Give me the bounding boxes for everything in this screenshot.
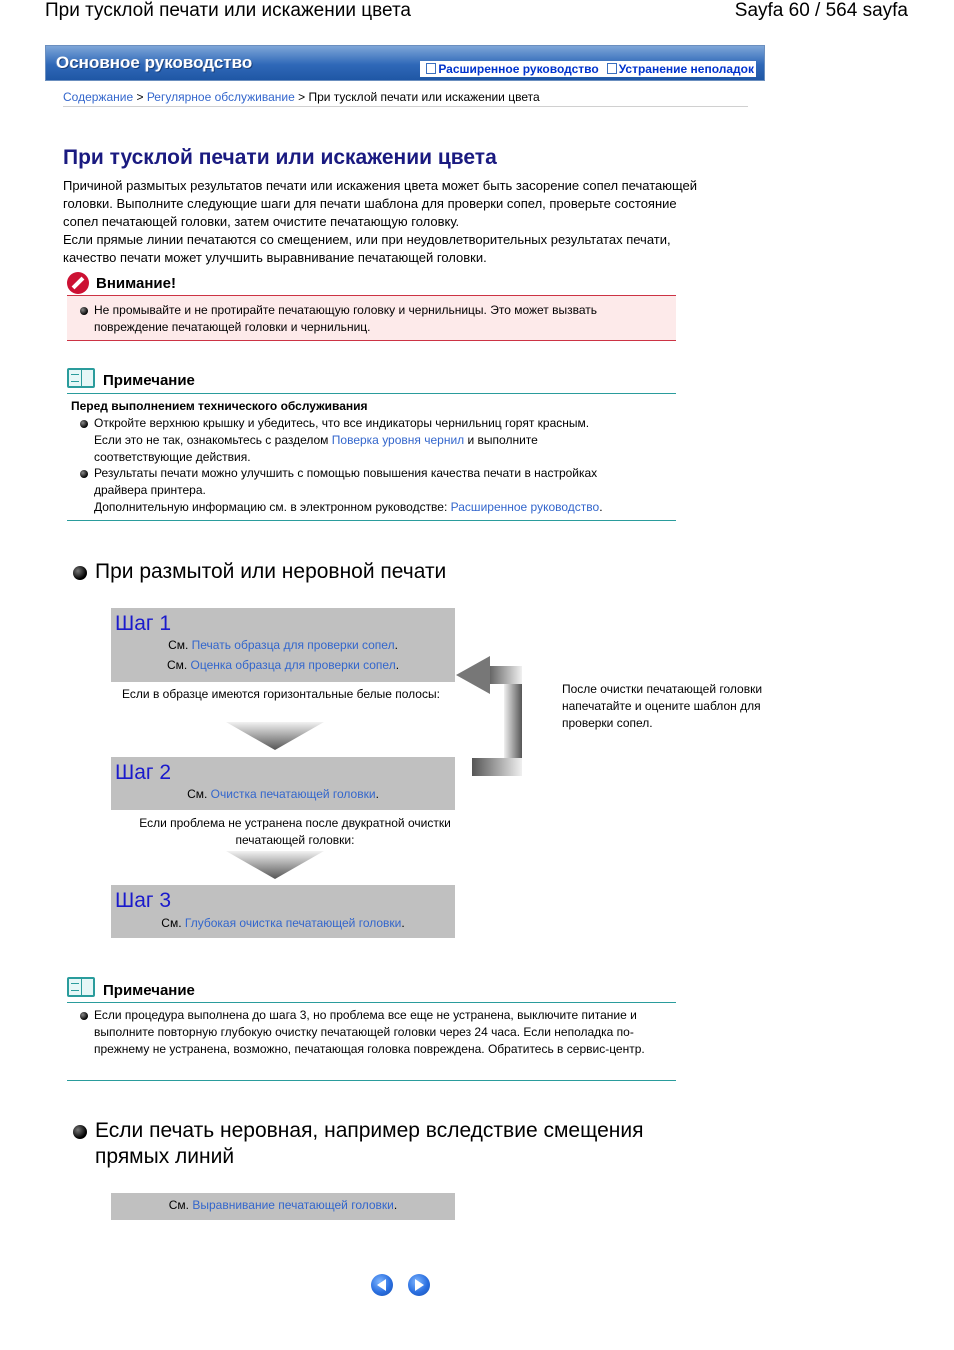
step-condition: Если проблема не устранена после двукратной очистки печатающей головки: — [139, 816, 451, 847]
note-bullet-text: Откройте верхнюю крышку и убедитесь, что все индикаторы чернильниц горят красным. Если это не так, ознакомьтесь с разделом Поверка уровня чернил и выполните соответствующие действия. — [94, 416, 590, 464]
breadcrumb-separator: > — [133, 90, 147, 104]
nozzle-check-print-link[interactable]: Печать образца для проверки сопел — [191, 638, 395, 652]
step-title: Шаг 1 — [115, 612, 172, 635]
intro-paragraph: Если прямые линии печатаются со смещением, или при неудовлетворительных результатах печати, качество печати может улучшить выравнивание печатающей головки. — [63, 232, 671, 265]
note-title: Примечание — [103, 372, 195, 389]
note-divider — [67, 1002, 676, 1003]
caution-title: Внимание! — [96, 275, 176, 292]
step-condition: Если в образце имеются горизонтальные белые полосы: — [122, 687, 440, 701]
manual-banner — [45, 45, 765, 81]
ink-level-link[interactable]: Поверка уровня чернил — [331, 433, 465, 447]
breadcrumb-contents-link[interactable]: Содержание — [63, 90, 134, 104]
advanced-guide-link[interactable]: Расширенное руководство — [426, 61, 600, 77]
section-heading: Если печать неровная, например вследствие смещения прямых линий — [95, 1119, 644, 1168]
note-divider — [67, 520, 676, 521]
note-title: Примечание — [103, 982, 195, 999]
caution-box — [67, 295, 676, 341]
nozzle-check-evaluate-link[interactable]: Оценка образца для проверки сопел — [190, 658, 396, 672]
prev-page-icon[interactable] — [371, 1274, 393, 1296]
breadcrumb-current: При тусклой печати или искажении цвета — [308, 90, 540, 104]
section-bullet-icon — [73, 566, 87, 580]
step-title: Шаг 2 — [115, 761, 172, 784]
page-title: При тусклой печати или искажении цвета — [45, 0, 412, 21]
bullet-icon — [80, 420, 88, 428]
banner-links — [420, 61, 756, 77]
head-alignment-link[interactable]: Выравнивание печатающей головки — [192, 1198, 394, 1212]
note-book-icon — [67, 368, 95, 388]
caution-icon — [67, 272, 89, 294]
breadcrumb-separator: > — [294, 90, 309, 104]
down-arrow-icon — [226, 722, 324, 750]
deep-cleaning-link[interactable]: Глубокая очистка печатающей головки — [184, 916, 402, 930]
bullet-icon — [80, 470, 88, 478]
section-heading: При размытой или неровной печати — [95, 560, 447, 583]
note-bullet-text: Если процедура выполнена до шага 3, но проблема все еще не устранена, выключите питание и выполните повторную глубокую очистку печатающей головки через 24 часа. Если неполадка по-прежнему не устранена, возможно, печатающая головка повреждена. Обратитесь в сервис-центр. — [94, 1008, 645, 1056]
step-3-box: Шаг 3 См. Глубокая очистка печатающей головки. — [111, 885, 455, 938]
step-title: Шаг 3 — [115, 889, 172, 912]
alignment-box: См. Выравнивание печатающей головки. — [111, 1193, 455, 1220]
step-1-box: Шаг 1 См. Печать образца для проверки сопел. См. Оценка образца для проверки сопел. — [111, 608, 455, 682]
head-cleaning-link[interactable]: Очистка печатающей головки — [210, 787, 376, 801]
breadcrumb-maintenance-link[interactable]: Регулярное обслуживание — [146, 90, 295, 104]
troubleshooting-link[interactable]: Устранение неполадок — [607, 61, 756, 77]
advanced-guide-inline-link[interactable]: Расширенное руководство — [450, 500, 600, 514]
down-arrow-icon — [226, 851, 324, 879]
breadcrumb — [63, 90, 748, 107]
banner-title: Основное руководство — [56, 53, 253, 72]
bullet-icon — [80, 307, 88, 315]
main-heading: При тусклой печати или искажении цвета — [63, 146, 497, 169]
page-counter: Sayfa 60 / 564 sayfa — [734, 0, 908, 21]
caution-text: Не промывайте и не протирайте печатающую головку и чернильницы. Это может вызвать повреждение печатающей головки и чернильниц. — [94, 303, 598, 334]
note-book-icon — [67, 977, 95, 997]
note-bullet-text: Результаты печати можно улучшить с помощью повышения качества печати в настройках драйвера принтера. Дополнительную информацию см. в электронном руководстве: Расширенное руководство. — [94, 466, 603, 514]
side-note: После очистки печатающей головки напечатайте и оцените шаблон для проверки сопел. — [562, 682, 763, 730]
loop-back-arrow-icon — [456, 656, 526, 780]
bullet-icon — [80, 1012, 88, 1020]
note-divider — [67, 1080, 676, 1081]
intro-paragraph: Причиной размытых результатов печати или искажения цвета может быть засорение сопел печатающей головки. Выполните следующие шаги для печати шаблона для проверки сопел, проверьте состояние сопел печатающей головки, затем очистите печатающую головку. — [63, 178, 698, 229]
note-divider — [67, 393, 676, 394]
note-subtitle: Перед выполнением технического обслуживания — [71, 399, 368, 413]
section-bullet-icon — [73, 1125, 87, 1139]
next-page-icon[interactable] — [408, 1274, 430, 1296]
intro-text — [63, 177, 713, 267]
step-2-box: Шаг 2 См. Очистка печатающей головки. — [111, 757, 455, 810]
